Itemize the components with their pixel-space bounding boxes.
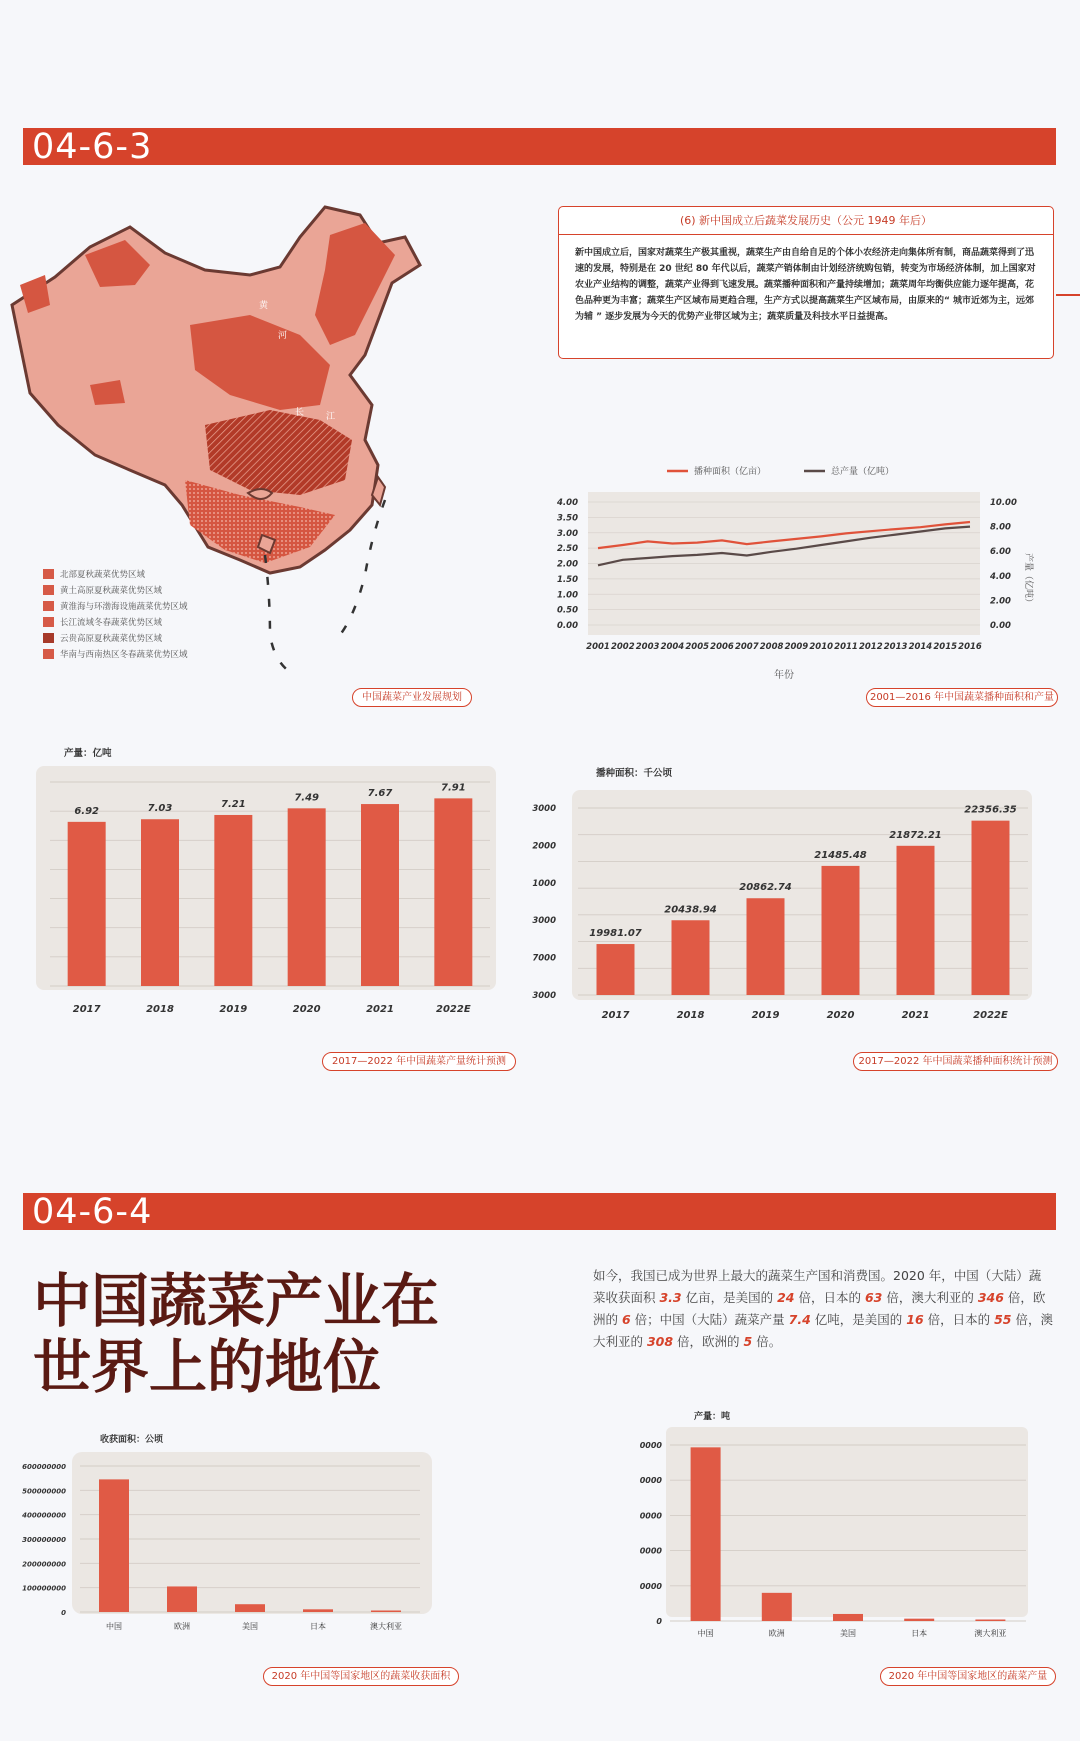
category-label: 中国: [106, 1622, 122, 1631]
y-axis-right-label: 产量（亿吨）: [1023, 552, 1033, 608]
bar: [303, 1609, 333, 1612]
bar: [99, 1479, 129, 1612]
intro-paragraph: [593, 1265, 1053, 1353]
bar: [904, 1619, 934, 1621]
bar: [214, 815, 252, 986]
page-headline: 中国蔬菜产业在世界上的地位: [33, 1267, 440, 1401]
chart-unit: 产量：吨: [694, 1412, 731, 1422]
bar: [822, 866, 860, 995]
intro-text: 倍，日本的: [923, 1312, 995, 1327]
intro-text: 倍，欧洲的: [593, 1290, 1046, 1327]
y-tick-label: 2000: [532, 841, 556, 852]
intro-highlight-number: 3.3: [659, 1290, 682, 1305]
y-tick-label: 2.50: [557, 544, 578, 555]
x-tick-label: 2010: [809, 642, 834, 652]
category-label: 2019: [751, 1010, 780, 1021]
y-tick-label: 0000: [639, 1546, 662, 1556]
history-text: 新中国成立后，国家对蔬菜生产极其重视，蔬菜生产由自给自足的个体小农经济走向集体所有制，商品蔬菜得到了迅速的发展，特别是在 20 世纪 80 年代以后，蔬菜产销体制由计划经济统购包销，转变为市场经济体制，加上国家对农业产业结构的调整，蔬菜产业得到飞速发展。蔬菜播种面积和产量持续增加；蔬菜周年均衡供应能力逐年提高，花色品种更为丰富；蔬菜生产区域布局更趋合理，生产方式以提高蔬菜生产区域布局，由原来的“ 城市近郊为主，远郊为辅 ” 逐步发展为今天的优势产业带区域为主；蔬菜质量及科技水平日益提高。: [575, 248, 1036, 322]
bar: [371, 1611, 401, 1613]
legend-item: 长江流域冬春蔬菜优势区域: [43, 616, 162, 628]
legend-item: 北部夏秋蔬菜优势区域: [43, 568, 145, 580]
bar-value-label: 7.67: [367, 788, 393, 800]
area-bar-chart: [530, 762, 1050, 1022]
category-label: 2017: [72, 1004, 101, 1015]
legend-swatch: [43, 617, 54, 627]
y-right-tick-label: 6.00: [990, 547, 1011, 558]
y-tick-label: 0.50: [557, 605, 578, 616]
legend-item: 华南与西南热区冬春蔬菜优势区域: [43, 648, 188, 660]
category-label: 2020: [826, 1010, 855, 1021]
intro-text: 倍；中国（大陆）蔬菜产量: [630, 1312, 789, 1327]
intro-text: 亿吨，是美国的: [810, 1312, 907, 1327]
production-chart-caption: 2017—2022 年中国蔬菜产量统计预测: [322, 1052, 516, 1071]
intro-text: 倍，欧洲的: [673, 1334, 744, 1349]
y-right-tick-label: 10.00: [990, 498, 1017, 508]
intro-highlight-number: 346: [977, 1290, 1004, 1305]
legend-item: 黄淮海与环渤海设施蔬菜优势区域: [43, 600, 188, 612]
y-tick-label: 200000000: [22, 1560, 66, 1569]
bar: [68, 822, 106, 986]
x-tick-label: 2003: [635, 642, 660, 652]
bar: [672, 920, 710, 995]
line-chart-caption: 2001—2016 年中国蔬菜播种面积和产量: [866, 688, 1058, 707]
map-label-huang: 黄: [259, 301, 269, 311]
category-label: 日本: [310, 1622, 326, 1631]
bar-value-label: 6.92: [74, 805, 100, 817]
category-label: 澳大利亚: [370, 1622, 402, 1631]
x-tick-label: 2007: [734, 642, 759, 652]
legend-swatch: [43, 569, 54, 579]
y-tick-label: 1.50: [557, 574, 578, 585]
legend-area: 播种面积（亿亩）: [694, 467, 767, 477]
y-tick-label: 0: [656, 1617, 662, 1626]
bar: [975, 1620, 1005, 1622]
intro-text: 如今，我国已成为世界上最大的蔬菜生产国和消费国。2020 年，中国（大陆）蔬菜收获面积: [593, 1268, 1042, 1305]
category-label: 2022E: [435, 1004, 471, 1015]
category-label: 澳大利亚: [974, 1629, 1007, 1638]
bar-value-label: 7.49: [294, 792, 320, 804]
y-right-tick-label: 0.00: [990, 621, 1011, 631]
history-card: [558, 206, 1054, 359]
y-tick-label: 0000: [639, 1581, 662, 1591]
bar-value-label: 20862.74: [739, 882, 792, 894]
bar-value-label: 21872.21: [889, 829, 942, 841]
y-tick-label: 4.00: [557, 498, 578, 508]
category-label: 2021: [366, 1004, 394, 1015]
history-title: (6) 新中国成立后蔬菜发展历史（公元 1949 年后）: [559, 207, 1053, 235]
bar: [288, 808, 326, 986]
y-tick-label: 600000000: [22, 1463, 66, 1471]
y-axis-left: [556, 498, 578, 631]
category-label: 2020: [292, 1004, 321, 1015]
bar: [235, 1604, 265, 1612]
y-tick-label: 0000: [639, 1476, 662, 1486]
section-number: 04-6-3: [32, 127, 153, 167]
section-header-bar: [23, 128, 1056, 165]
y-tick-label: 7000: [532, 953, 556, 964]
intro-highlight-number: 5: [743, 1334, 753, 1349]
intro-highlight-number: 308: [646, 1334, 674, 1349]
x-tick-label: 2008: [759, 642, 784, 652]
x-tick-label: 2004: [660, 642, 685, 652]
bar-value-label: 19981.07: [589, 928, 642, 940]
bar-value-label: 20438.94: [664, 904, 717, 916]
production-bar-chart: [30, 742, 510, 1017]
intro-highlight-number: 55: [994, 1312, 1012, 1327]
map-label-chang: 长: [295, 408, 305, 418]
category-label: 2018: [146, 1004, 174, 1015]
y-tick-label: 0000: [639, 1511, 662, 1521]
category-label: 2021: [901, 1010, 930, 1021]
x-tick-label: 2014: [908, 642, 933, 652]
x-tick-label: 2006: [710, 642, 734, 652]
bar: [167, 1586, 197, 1612]
chart-unit: 产量：亿吨: [64, 748, 112, 759]
chart-unit: 收获面积：公顷: [100, 1435, 164, 1445]
intro-text: 倍，澳大利亚的: [593, 1312, 1053, 1349]
map-caption: 中国蔬菜产业发展规划: [352, 688, 472, 707]
y-axis-right: [989, 498, 1017, 631]
bar: [762, 1593, 792, 1621]
intro-text: 亿亩，是美国的: [681, 1290, 778, 1305]
y-tick-label: 0.00: [557, 621, 578, 631]
y-tick-label: 3000: [532, 804, 556, 814]
chart-unit: 播种面积：千公顷: [596, 768, 673, 779]
legend-swatch: [43, 633, 54, 643]
bar: [434, 798, 472, 986]
bar-value-label: 22356.35: [964, 804, 1017, 816]
y-tick-label: 0: [61, 1609, 66, 1617]
output-bar-chart: [618, 1405, 1038, 1640]
bar: [747, 898, 785, 995]
legend-output: 总产量（亿吨）: [831, 467, 895, 477]
harvest-chart-caption: 2020 年中国等国家地区的蔬菜收获面积: [263, 1667, 459, 1686]
y-tick-label: 0000: [639, 1441, 662, 1450]
x-axis: [586, 642, 982, 652]
bar-value-label: 7.03: [147, 803, 173, 815]
y-tick-label: 500000000: [22, 1487, 66, 1496]
x-tick-label: 2015: [933, 642, 958, 652]
legend: [667, 465, 894, 477]
y-tick-label: 3.50: [557, 513, 578, 524]
y-tick-label: 2.00: [557, 559, 578, 570]
output-chart-caption: 2020 年中国等国家地区的蔬菜产量: [880, 1667, 1056, 1686]
x-tick-label: 2001: [586, 642, 610, 652]
x-tick-label: 2009: [784, 642, 809, 652]
intro-text: 倍。: [752, 1334, 782, 1349]
area-chart-caption: 2017—2022 年中国蔬菜播种面积统计预测: [853, 1052, 1058, 1071]
bar: [141, 819, 179, 986]
x-tick-label: 2002: [610, 642, 635, 652]
intro-text: 倍，日本的: [794, 1290, 865, 1305]
y-tick-label: 3000: [532, 991, 556, 1001]
bar-value-label: 7.91: [440, 782, 466, 794]
category-label: 欧洲: [174, 1622, 190, 1631]
bar: [597, 944, 635, 995]
category-label: 2017: [601, 1010, 630, 1021]
y-tick-label: 1.00: [557, 590, 578, 601]
x-tick-label: 2011: [834, 642, 858, 652]
category-label: 美国: [242, 1622, 258, 1631]
y-tick-label: 3000: [532, 916, 556, 927]
intro-text: 倍，澳大利亚的: [882, 1290, 978, 1305]
intro-highlight-number: 63: [864, 1290, 883, 1305]
legend-swatch: [43, 585, 54, 595]
x-axis-label: 年份: [774, 670, 794, 681]
legend-item: 黄土高原夏秋蔬菜优势区域: [43, 584, 162, 596]
y-tick-label: 400000000: [22, 1511, 66, 1520]
x-tick-label: 2005: [685, 642, 710, 652]
category-label: 美国: [840, 1629, 856, 1638]
intro-highlight-number: 24: [777, 1290, 795, 1305]
card-connector-line: [1056, 294, 1080, 296]
section-header-bar: [23, 1193, 1056, 1230]
bar: [897, 846, 935, 995]
x-tick-label: 2016: [958, 642, 982, 652]
map-label-he: 河: [278, 331, 288, 341]
y-tick-label: 3.00: [557, 528, 578, 539]
y-right-tick-label: 2.00: [990, 596, 1011, 607]
x-tick-label: 2012: [858, 642, 883, 652]
category-label: 欧洲: [768, 1629, 785, 1638]
intro-highlight-number: 7.4: [788, 1312, 811, 1327]
y-right-tick-label: 4.00: [990, 571, 1011, 582]
bar-value-label: 21485.48: [814, 849, 867, 861]
bar: [691, 1447, 721, 1621]
legend-swatch: [43, 601, 54, 611]
bar: [833, 1614, 863, 1621]
y-tick-label: 300000000: [22, 1536, 66, 1544]
line-chart: [540, 455, 1060, 690]
bar: [972, 821, 1010, 995]
y-tick-label: 1000: [532, 878, 556, 889]
bar-value-label: 7.21: [220, 798, 246, 810]
category-label: 2018: [676, 1010, 705, 1021]
harvest-area-bar-chart: [10, 1428, 440, 1638]
category-label: 2022E: [973, 1010, 1008, 1021]
map-label-jiang: 江: [326, 412, 336, 422]
intro-highlight-number: 6: [621, 1312, 631, 1327]
section-number: 04-6-4: [32, 1192, 153, 1232]
x-tick-label: 2013: [883, 642, 908, 652]
category-label: 日本: [911, 1629, 928, 1638]
intro-highlight-number: 16: [906, 1312, 924, 1327]
category-label: 中国: [697, 1629, 714, 1638]
legend-item: 云贵高原夏秋蔬菜优势区域: [43, 632, 162, 644]
category-label: 2019: [219, 1004, 248, 1015]
bar: [361, 804, 399, 986]
y-right-tick-label: 8.00: [990, 522, 1011, 533]
legend-swatch: [43, 649, 54, 659]
y-tick-label: 100000000: [22, 1584, 66, 1593]
